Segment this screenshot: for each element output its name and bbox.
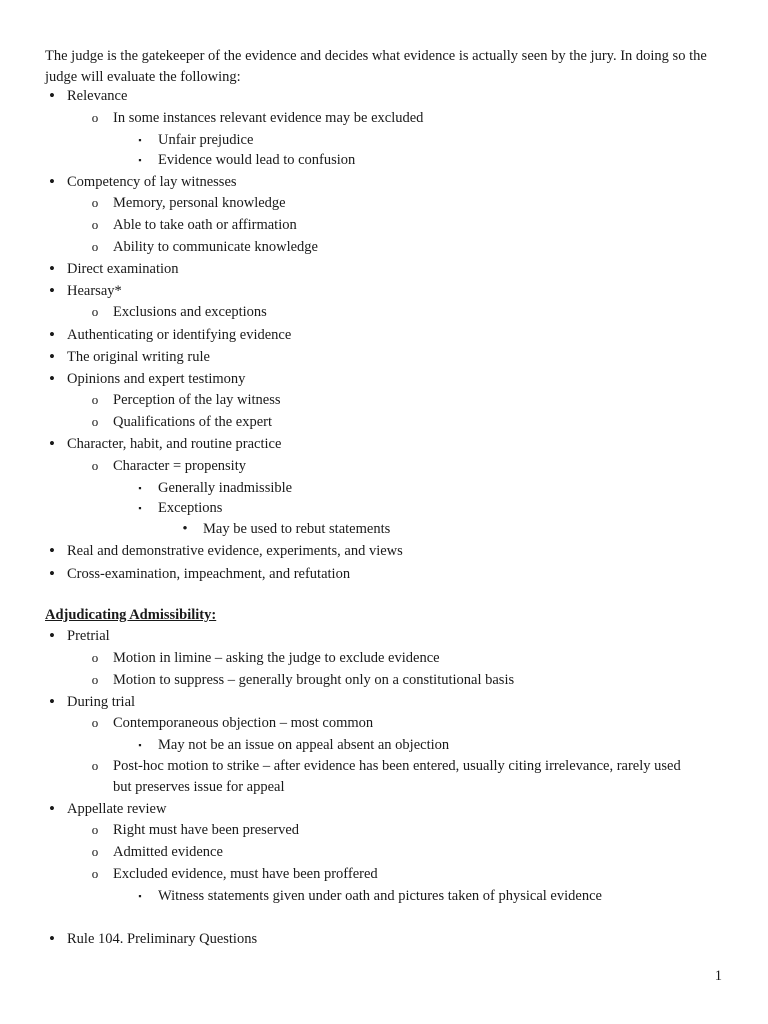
list-item-level-2: Post-hoc motion to strike – after evidence has been entered, usually citing irrelevance, rarely used: [113, 758, 681, 774]
bullet-marker-level-2: o: [91, 392, 99, 407]
bullet-marker-level-2: o: [91, 195, 99, 210]
list-item-level-3: Generally inadmissible: [158, 480, 293, 496]
bullet-marker-level-1: •: [49, 325, 55, 344]
list-item-level-2: Contemporaneous objection – most common: [113, 715, 374, 731]
list-item-level-1: Direct examination: [67, 261, 179, 277]
bullet-marker-level-3: ▪: [138, 155, 142, 165]
bullet-marker-level-1: •: [49, 369, 55, 388]
bullet-marker-level-4: •: [182, 521, 188, 537]
list-item-level-1: During trial: [67, 694, 136, 710]
section-heading: Adjudicating Admissibility:: [45, 607, 217, 623]
list-item-level-1: Opinions and expert testimony: [67, 371, 246, 387]
bullet-marker-level-2: o: [91, 110, 99, 125]
bullet-marker-level-2: o: [91, 844, 99, 859]
list-item-level-2: Motion to suppress – generally brought only on a constitutional basis: [113, 672, 515, 688]
bullet-marker-level-2: o: [91, 304, 99, 319]
list-item-level-2: Motion in limine – asking the judge to exclude evidence: [113, 650, 440, 666]
list-item-level-2: Memory, personal knowledge: [113, 195, 286, 211]
list-item-level-2: Character = propensity: [113, 458, 246, 474]
bullet-marker-level-1: •: [49, 86, 55, 105]
list-item-level-1: Competency of lay witnesses: [67, 174, 237, 190]
list-item-level-3: Evidence would lead to confusion: [158, 152, 356, 168]
bullet-marker-level-1: •: [49, 281, 55, 300]
list-item-level-2: Admitted evidence: [113, 844, 223, 860]
list-item-level-1: Pretrial: [67, 628, 110, 644]
list-item-level-2: Right must have been preserved: [113, 822, 300, 838]
bullet-marker-level-1: •: [49, 799, 55, 818]
list-item-level-3: Unfair prejudice: [158, 132, 254, 148]
bullet-marker-level-1: •: [49, 434, 55, 453]
bullet-marker-level-1: •: [49, 172, 55, 191]
list-item-level-1: Cross-examination, impeachment, and refutation: [67, 566, 351, 582]
bullet-marker-level-2: o: [91, 715, 99, 730]
page-number: 1: [714, 968, 722, 984]
bullet-marker-level-3: ▪: [138, 135, 142, 145]
bullet-marker-level-1: •: [49, 692, 55, 711]
list-item-level-2: but preserves issue for appeal: [113, 779, 285, 795]
bullet-marker-level-2: o: [91, 458, 99, 473]
bullet-marker-level-2: o: [91, 758, 99, 773]
bullet-marker-level-2: o: [91, 866, 99, 881]
bullet-marker-level-1: •: [49, 626, 55, 645]
list-item-level-1: The original writing rule: [67, 349, 210, 365]
list-item-level-1: Real and demonstrative evidence, experiments, and views: [67, 543, 403, 559]
bullet-marker-level-1: •: [49, 347, 55, 366]
bullet-marker-level-2: o: [91, 822, 99, 837]
list-item-level-2: Able to take oath or affirmation: [113, 217, 297, 233]
list-item-level-3: May not be an issue on appeal absent an objection: [158, 737, 450, 753]
list-item-level-3: Witness statements given under oath and pictures taken of physical evidence: [158, 888, 602, 904]
bullet-marker-level-1: •: [49, 564, 55, 583]
list-item-level-2: Exclusions and exceptions: [113, 304, 267, 320]
list-item-level-2: Excluded evidence, must have been proffered: [113, 866, 378, 882]
list-item-level-4: May be used to rebut statements: [203, 521, 391, 537]
bullet-marker-level-2: o: [91, 239, 99, 254]
bullet-marker-level-1: •: [49, 541, 55, 560]
list-item-level-2: Qualifications of the expert: [113, 414, 273, 430]
bullet-marker-level-1: •: [49, 259, 55, 278]
list-item-level-1: Relevance: [67, 88, 128, 104]
bullet-marker-level-3: ▪: [138, 891, 142, 901]
list-item-level-3: Exceptions: [158, 500, 223, 516]
list-item-level-1: Appellate review: [67, 801, 167, 817]
list-item-level-2: Perception of the lay witness: [113, 392, 281, 408]
list-item-level-2: Ability to communicate knowledge: [113, 239, 318, 255]
list-item-level-1: Character, habit, and routine practice: [67, 436, 282, 452]
bullet-marker-level-3: ▪: [138, 503, 142, 513]
list-item-level-2: In some instances relevant evidence may be excluded: [113, 110, 424, 126]
bullet-marker-level-3: ▪: [138, 483, 142, 493]
list-item-level-1: Rule 104. Preliminary Questions: [67, 931, 258, 947]
bullet-marker-level-2: o: [91, 414, 99, 429]
bullet-marker-level-1: •: [49, 929, 55, 948]
list-item-level-1: Hearsay*: [67, 283, 122, 299]
list-item-level-1: Authenticating or identifying evidence: [67, 327, 292, 343]
bullet-marker-level-2: o: [91, 672, 99, 687]
bullet-marker-level-2: o: [91, 650, 99, 665]
bullet-marker-level-3: ▪: [138, 740, 142, 750]
intro-paragraph: The judge is the gatekeeper of the evidence and decides what evidence is actually seen by the jury. In doing so the judge will evaluate the following:: [45, 48, 707, 85]
bullet-marker-level-2: o: [91, 217, 99, 232]
